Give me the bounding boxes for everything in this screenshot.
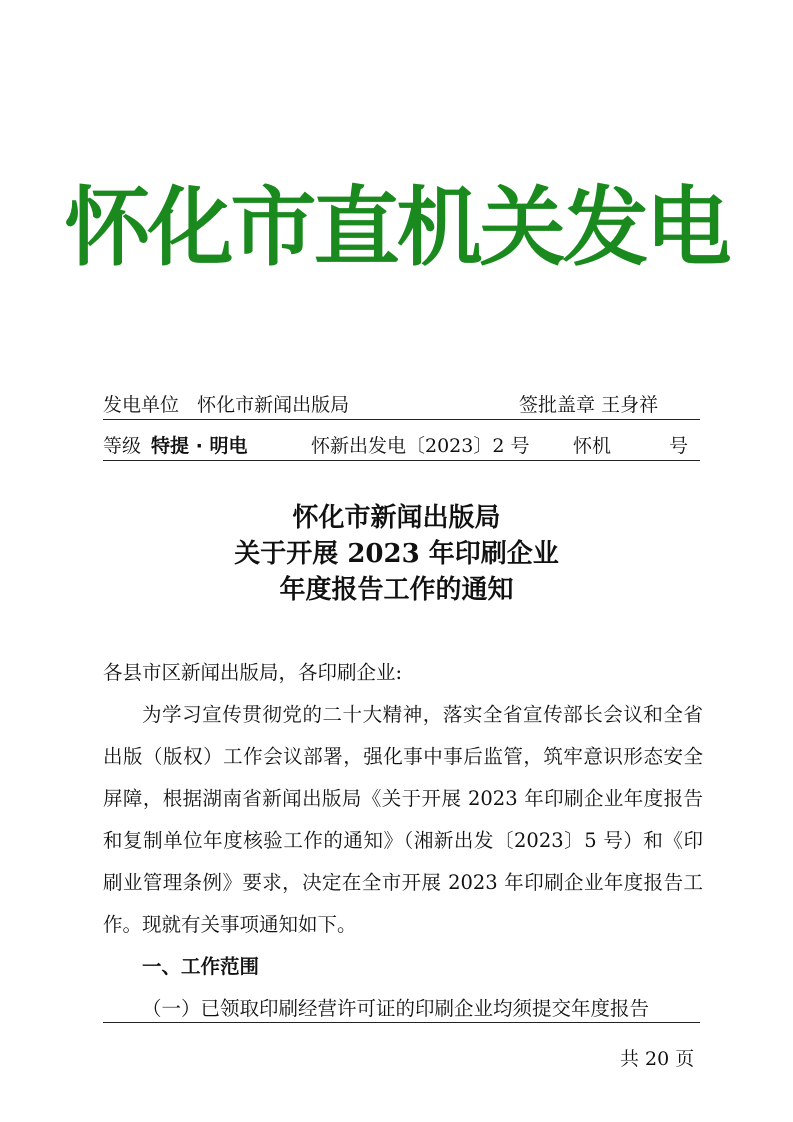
title-line-3: 年度报告工作的通知	[279, 575, 514, 605]
machine-label: 怀机	[573, 435, 612, 457]
level-label: 等级	[103, 435, 142, 457]
salutation: 各县市区新闻出版局，各印刷企业:	[103, 661, 403, 684]
header-row-level	[103, 431, 703, 459]
masthead-title: 怀化市直机关发电	[64, 178, 729, 278]
section-1-heading: 一、工作范围	[142, 955, 260, 978]
sign-value: 王身祥	[601, 394, 659, 416]
sender-field	[103, 390, 349, 417]
document-title	[0, 500, 793, 608]
footer-divider	[103, 1022, 700, 1023]
header-divider-1	[103, 419, 700, 420]
sender-value: 怀化市新闻出版局	[197, 394, 350, 416]
header-row-sender	[103, 390, 703, 418]
item-1: （一）已领取印刷经营许可证的印刷企业均须提交年度报告	[142, 997, 650, 1020]
page-count: 共 20 页	[620, 1048, 695, 1070]
title-line-2: 关于开展 2023 年印刷企业	[234, 539, 559, 569]
level-value: 特提 · 明电	[151, 435, 248, 457]
sender-label: 发电单位	[103, 394, 180, 416]
doc-number: 怀新出发电〔2023〕2 号	[311, 435, 530, 457]
document-body	[103, 652, 703, 1030]
paragraph-1: 为学习宣传贯彻党的二十大精神，落实全省宣传部长会议和全省出版（版权）工作会议部署，强化事中事后监管，筑牢意识形态安全屏障，根据湖南省新闻出版局《关于开展 2023 年印刷企业年度报告和复制单位年度核验工作的通知》（湘新出发〔2023〕5 号）和《印刷业管理条例》要求，决定在全市开展 2023 年印刷企业年度报告工作。现就有关事项通知如下。	[103, 703, 703, 936]
title-line-1: 怀化市新闻出版局	[292, 503, 501, 533]
sign-field	[519, 390, 658, 417]
machine-suffix: 号	[669, 435, 689, 457]
header-divider-2	[103, 460, 700, 461]
sign-label: 签批盖章	[519, 394, 596, 416]
